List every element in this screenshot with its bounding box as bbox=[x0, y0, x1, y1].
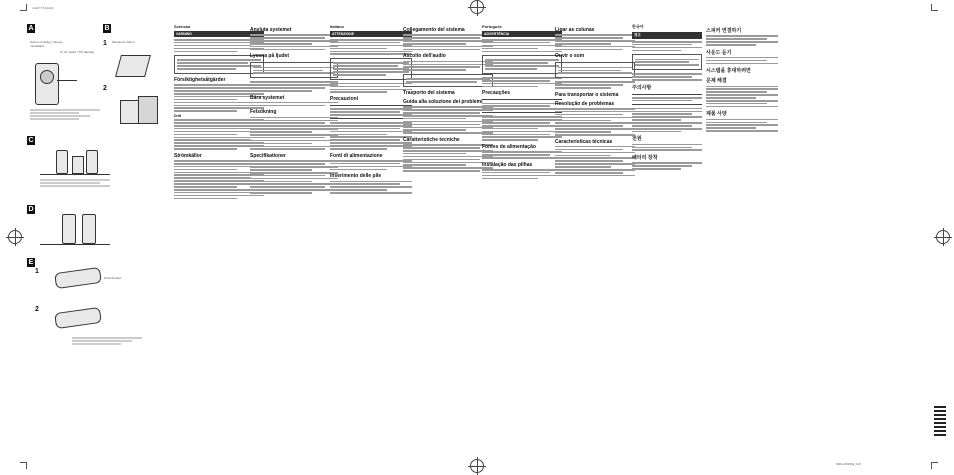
caption-e1: Strömbrytare bbox=[104, 276, 122, 280]
section-heading: 스피커 연결하기 bbox=[706, 28, 742, 34]
notice-box bbox=[632, 54, 702, 70]
section-heading: Ligar as colunas bbox=[555, 27, 595, 33]
caption-a1: Stereo miniplug / Stereo-ministikket bbox=[30, 40, 64, 48]
figure-label-e: E bbox=[28, 259, 34, 266]
speaker-illustration bbox=[40, 70, 54, 84]
info-table bbox=[632, 94, 702, 105]
speaker-illustration bbox=[86, 150, 98, 174]
section-heading: Lyssna på ljudet bbox=[250, 53, 289, 60]
section-heading: Trasporto del sistema bbox=[403, 89, 455, 96]
section-heading: Precauzioni bbox=[330, 96, 359, 103]
notice-box bbox=[330, 58, 412, 80]
column-language: Svenska bbox=[174, 24, 191, 29]
section-heading: Felsökning bbox=[250, 109, 277, 116]
warning-bar: 경고 bbox=[632, 32, 702, 39]
text-column bbox=[250, 24, 338, 464]
caption-b1: Monaural / Mono bbox=[112, 40, 135, 44]
column-language: Português bbox=[482, 24, 502, 29]
section-heading: 문제 해결 bbox=[706, 78, 727, 85]
section-heading: Precauções bbox=[482, 90, 511, 97]
color-bar-stripe bbox=[934, 406, 946, 436]
section-heading: 제품 사양 bbox=[706, 111, 727, 118]
registration-mark-left bbox=[8, 230, 22, 244]
step-number-2: 2 bbox=[103, 85, 107, 92]
notice-box bbox=[403, 74, 493, 87]
section-heading: Para transportar o sistema bbox=[555, 91, 619, 98]
cable-line bbox=[40, 174, 110, 175]
figure-label-a: A bbox=[28, 25, 34, 32]
speaker-illustration bbox=[115, 55, 151, 77]
text-column bbox=[482, 24, 562, 464]
info-table bbox=[482, 99, 562, 113]
speaker-illustration bbox=[138, 96, 158, 124]
section-heading: 사운드 듣기 bbox=[706, 49, 732, 56]
registration-mark-right bbox=[936, 230, 950, 244]
section-heading: Specifikationer bbox=[250, 153, 286, 160]
warning-bar: VARNING bbox=[174, 31, 264, 37]
caption-block-a bbox=[30, 108, 100, 121]
crop-mark-bottom-left bbox=[20, 462, 27, 469]
figure-label-d: D bbox=[28, 206, 34, 213]
section-heading: Guida alla soluzione dei problemi bbox=[403, 98, 483, 105]
section-heading: Ouvir o som bbox=[555, 53, 585, 60]
speaker-illustration bbox=[56, 150, 68, 174]
section-heading: Ansluta systemet bbox=[250, 27, 292, 33]
section-heading: 시스템을 휴대하려면 bbox=[706, 68, 751, 75]
crop-mark-bottom-right bbox=[931, 462, 938, 469]
figure-label-c: C bbox=[28, 137, 34, 144]
caption-block-c bbox=[40, 178, 110, 188]
section-heading: Ascolto dell'audio bbox=[403, 53, 446, 60]
cable-line bbox=[40, 244, 110, 245]
section-heading: Fontes de alimentação bbox=[482, 143, 536, 150]
section-heading: Resolução de problemas bbox=[555, 100, 615, 107]
registration-mark-top bbox=[470, 0, 484, 14]
speaker-illustration bbox=[54, 267, 102, 289]
section-heading: Caratteristiche tecniche bbox=[403, 136, 460, 143]
figure-label-b: B bbox=[104, 25, 110, 32]
caption-a2: To AC outlet / Till nätuttag bbox=[60, 50, 95, 54]
cable-line bbox=[57, 80, 77, 81]
text-column bbox=[403, 24, 493, 464]
section-heading: 전원 bbox=[632, 136, 642, 143]
crop-mark-top-left bbox=[20, 4, 27, 11]
column-language: Italiano bbox=[330, 24, 345, 29]
section-heading: Características técnicas bbox=[555, 138, 613, 145]
section-heading: Instalação das pilhas bbox=[482, 161, 533, 168]
crop-mark-top-right bbox=[931, 4, 938, 11]
section-heading: Inserimento delle pile bbox=[330, 173, 382, 180]
step-number-1: 1 bbox=[103, 40, 107, 47]
notice-box bbox=[250, 62, 338, 78]
section-heading: Bära systemet bbox=[250, 94, 285, 101]
speaker-illustration bbox=[82, 214, 96, 244]
info-table bbox=[330, 105, 412, 119]
speaker-illustration bbox=[62, 214, 76, 244]
footer-code: SRS-A60(SW_CZ) bbox=[836, 462, 862, 466]
section-heading: 배터리 장착 bbox=[632, 155, 658, 162]
section-heading: Strömkällor bbox=[174, 152, 202, 159]
column-language: 한국어 bbox=[632, 24, 644, 29]
text-column bbox=[555, 24, 635, 464]
speaker-illustration bbox=[54, 307, 102, 329]
step-number-2: 2 bbox=[35, 306, 39, 313]
caption-block-e bbox=[72, 336, 142, 346]
warning-bar: ADVERTÊNCIA bbox=[482, 31, 562, 37]
sub-heading: Drift bbox=[174, 113, 182, 118]
header-code: 4-107-773-11(1) bbox=[32, 6, 54, 10]
notice-box bbox=[555, 62, 635, 78]
text-column bbox=[632, 24, 702, 464]
text-column bbox=[706, 24, 778, 464]
speaker-illustration bbox=[72, 156, 84, 174]
section-heading: Collegamento del sistema bbox=[403, 27, 465, 33]
warning-bar: ATTENZIONE bbox=[330, 31, 412, 37]
step-number-1: 1 bbox=[35, 268, 39, 275]
section-heading: 주의사항 bbox=[632, 84, 652, 91]
section-heading: Försiktighetsåtgärder bbox=[174, 77, 226, 84]
notice-box bbox=[482, 55, 562, 74]
section-heading: Fonti di alimentazione bbox=[330, 152, 383, 159]
text-column bbox=[330, 24, 412, 464]
